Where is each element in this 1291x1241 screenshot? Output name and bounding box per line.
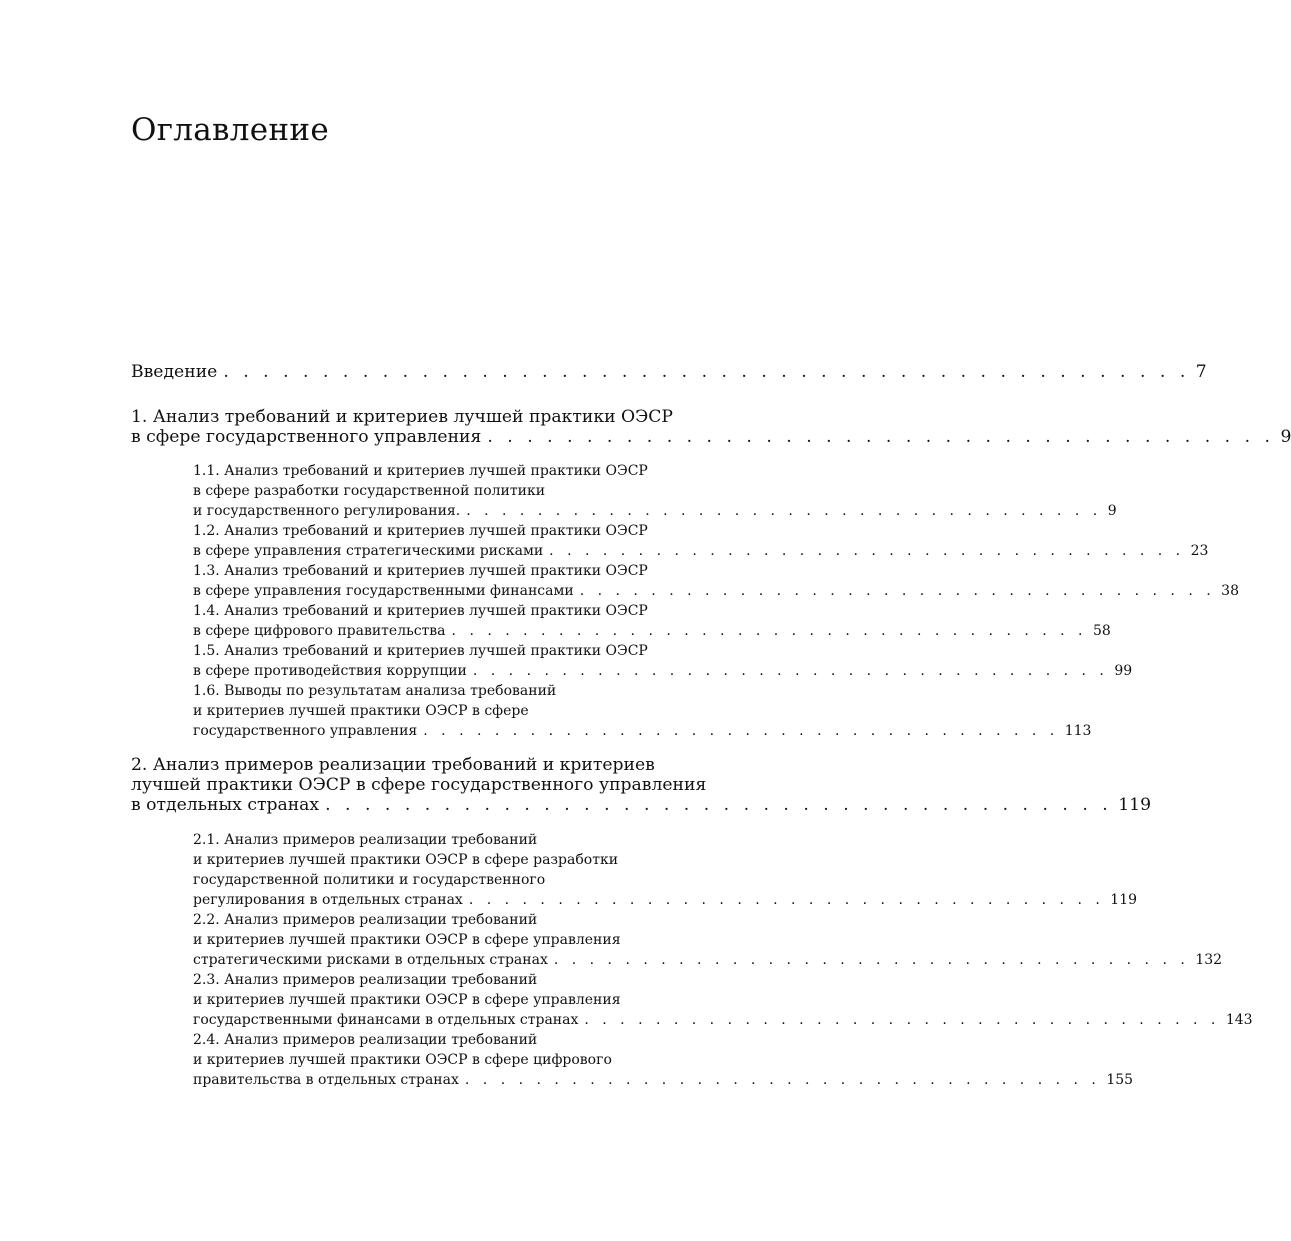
toc-entry-title-line: в отдельных странах (131, 795, 320, 815)
toc-entry-intro[interactable] (131, 362, 1207, 382)
dot-leader: . . . . . . . . . . . . . . . . . . . . . . . . . . . . . . . . . . . . (468, 892, 1105, 908)
toc-page-number: 119 (1118, 795, 1152, 815)
dot-leader: . . . . . . . . . . . . . . . . . . . . . . . . . . . . . . . . . . . . (423, 723, 1059, 739)
toc-entry-title-line: в сфере цифрового правительства (193, 623, 446, 639)
toc-entry-title-line: в сфере разработки государственной политики (193, 483, 546, 499)
toc-line (193, 721, 1092, 741)
toc-entry-title-line: и критериев лучшей практики ОЭСР в сфере управления (193, 992, 621, 1008)
toc-entry-title-line: государственного управления (193, 723, 418, 739)
toc-page-number: 7 (1195, 362, 1207, 382)
dot-leader: . . . . . . . . . . . . . . . . . . . . . . . . . . . . . . . . . . . . . . . . (487, 427, 1275, 447)
dot-leader: . . . . . . . . . . . . . . . . . . . . . . . . . . . . . . . . . . . . (549, 543, 1185, 559)
toc-entry-title-line: в сфере противодействия коррупции (193, 663, 467, 679)
toc-entry-title-line: и критериев лучшей практики ОЭСР в сфере (193, 703, 529, 719)
toc-entry-section-1-4[interactable] (193, 601, 1111, 641)
toc-entry-title-line: 2.1. Анализ примеров реализации требований (193, 832, 538, 848)
toc-entry-title-line: 1.1. Анализ требований и критериев лучшей практики ОЭСР (193, 463, 648, 479)
dot-leader: . . . . . . . . . . . . . . . . . . . . . . . . . . . . . . . . . . . . (451, 623, 1088, 639)
toc-entry-title-line: и критериев лучшей практики ОЭСР в сфере управления (193, 932, 621, 948)
toc-page-number: 9 (1280, 427, 1291, 447)
toc-page-number: 155 (1106, 1072, 1134, 1088)
toc-entry-title-line: 1. Анализ требований и критериев лучшей практики ОЭСР (131, 407, 673, 427)
toc-entry-title-line: в сфере государственного управления (131, 427, 482, 447)
toc-entry-title-line: 2.4. Анализ примеров реализации требований (193, 1032, 538, 1048)
toc-entry-section-1-1[interactable] (193, 461, 1117, 521)
toc-entry-title-line: государственной политики и государственного (193, 872, 546, 888)
dot-leader: . . . . . . . . . . . . . . . . . . . . . . . . . . . . . . . . . . . . (466, 503, 1102, 519)
toc-entry-title-line: стратегическими рисками в отдельных странах (193, 952, 548, 968)
toc-page-number: 119 (1110, 892, 1138, 908)
toc-entry-title-line: государственными финансами в отдельных странах (193, 1012, 579, 1028)
toc-entry-section-1-6[interactable] (193, 681, 1092, 741)
toc-entry-title-line: регулирования в отдельных странах (193, 892, 463, 908)
dot-leader: . . . . . . . . . . . . . . . . . . . . . . . . . . . . . . . . . . . . (579, 583, 1216, 599)
toc-entry-section-1-5[interactable] (193, 641, 1133, 681)
toc-entry-section-2-2[interactable] (193, 910, 1223, 970)
toc-entry-chapter-2[interactable] (131, 755, 1152, 815)
toc-line (193, 1010, 1253, 1030)
toc-line (193, 1070, 1134, 1090)
toc-line (131, 795, 1152, 815)
toc-entry-title-line: правительства в отдельных странах (193, 1072, 459, 1088)
toc-entry-section-1-2[interactable] (193, 521, 1209, 561)
toc-entry-title-line: 1.2. Анализ требований и критериев лучшей практики ОЭСР (193, 523, 648, 539)
toc-page-number: 9 (1107, 503, 1117, 519)
toc-line (131, 427, 1291, 447)
toc-entry-section-2-4[interactable] (193, 1030, 1134, 1090)
toc-page-number: 38 (1221, 583, 1239, 599)
toc-entry-title-line: 1.4. Анализ требований и критериев лучшей практики ОЭСР (193, 603, 648, 619)
toc-entry-section-1-3[interactable] (193, 561, 1239, 601)
toc-page-number: 23 (1190, 543, 1209, 559)
toc-entry-title-line: 1.3. Анализ требований и критериев лучшей практики ОЭСР (193, 563, 648, 579)
table-of-contents (131, 360, 1291, 1090)
toc-page-number: 113 (1064, 723, 1092, 739)
toc-line (193, 950, 1223, 970)
toc-page-number: 143 (1225, 1012, 1253, 1028)
toc-entry-title: Введение (131, 362, 218, 382)
page-title: Оглавление (131, 112, 329, 148)
toc-entry-chapter-1[interactable] (131, 407, 1291, 447)
dot-leader: . . . . . . . . . . . . . . . . . . . . . . . . . . . . . . . . . . . . (584, 1012, 1220, 1028)
toc-page-number: 99 (1114, 663, 1133, 679)
dot-leader: . . . . . . . . . . . . . . . . . . . . . . . . . . . . . . . . . . . . (553, 952, 1190, 968)
toc-line (193, 581, 1239, 601)
toc-entry-title-line: 2.2. Анализ примеров реализации требований (193, 912, 538, 928)
toc-line (131, 362, 1207, 382)
toc-entry-section-2-3[interactable] (193, 970, 1253, 1030)
dot-leader: . . . . . . . . . . . . . . . . . . . . . . . . . . . . . . . . . . . . (472, 663, 1109, 679)
dot-leader: . . . . . . . . . . . . . . . . . . . . . . . . . . . . . . . . . . . . . . . . . . . . . . . . . (223, 362, 1190, 382)
toc-entry-title-line: 2.3. Анализ примеров реализации требований (193, 972, 538, 988)
dot-leader: . . . . . . . . . . . . . . . . . . . . . . . . . . . . . . . . . . . . . . . . (325, 795, 1113, 815)
toc-page-number: 132 (1195, 952, 1223, 968)
toc-line (193, 890, 1138, 910)
toc-entry-title-line: в сфере управления стратегическими рисками (193, 543, 544, 559)
toc-entry-title-line: и критериев лучшей практики ОЭСР в сфере разработки (193, 852, 619, 868)
toc-line (193, 661, 1133, 681)
toc-entry-title-line: и критериев лучшей практики ОЭСР в сфере цифрового (193, 1052, 612, 1068)
toc-entry-title-line: 2. Анализ примеров реализации требований и критериев (131, 755, 655, 775)
toc-page-number: 58 (1093, 623, 1111, 639)
toc-line (193, 501, 1117, 521)
toc-line (193, 621, 1111, 641)
toc-entry-title-line: лучшей практики ОЭСР в сфере государственного управления (131, 775, 707, 795)
toc-entry-title-line: в сфере управления государственными финансами (193, 583, 574, 599)
toc-entry-section-2-1[interactable] (193, 830, 1138, 910)
toc-entry-title-line: 1.6. Выводы по результатам анализа требований (193, 683, 557, 699)
toc-entry-title-line: и государственного регулирования. (193, 503, 461, 519)
dot-leader: . . . . . . . . . . . . . . . . . . . . . . . . . . . . . . . . . . . . (464, 1072, 1101, 1088)
toc-line (193, 541, 1209, 561)
toc-entry-title-line: 1.5. Анализ требований и критериев лучшей практики ОЭСР (193, 643, 648, 659)
